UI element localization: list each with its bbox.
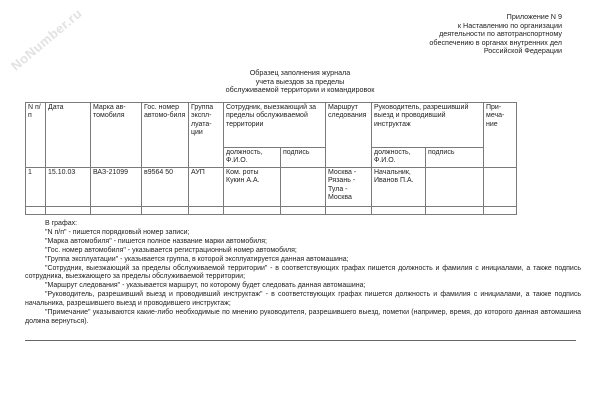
cell-manager-signature: [426, 206, 484, 214]
header-num: N п/п: [26, 103, 46, 168]
header-manager-position: должность, Ф.И.О.: [372, 148, 426, 168]
header-employee-signature: подпись: [281, 148, 326, 168]
cell-employee-position: [224, 206, 281, 214]
cell-employee-position: Ком. роты Кукин А.А.: [224, 167, 281, 206]
appendix-line: к Наставлению по организации: [457, 20, 562, 30]
header-group: Группа экспл-луата-ции: [189, 103, 224, 168]
cell-num: 1: [26, 167, 46, 206]
title-line: обслуживаемой территории и командировок: [225, 85, 375, 95]
table-row: [26, 206, 517, 214]
cell-employee-signature: [281, 167, 326, 206]
cell-route: [326, 206, 372, 214]
cell-group: [189, 206, 224, 214]
cell-manager-position: Начальник, Иванов П.А.: [372, 167, 426, 206]
header-note: При-меча-ние: [484, 103, 517, 168]
appendix-header: [429, 13, 562, 56]
cell-car-brand: [91, 206, 142, 214]
table-row: [26, 167, 517, 206]
title-line: Образец заполнения журнала: [249, 68, 351, 77]
header-route: Маршрут следования: [326, 103, 372, 168]
cell-num: [26, 206, 46, 214]
cell-route: Москва - Рязань - Тула - Москва: [326, 167, 372, 206]
cell-car-brand: ВАЗ-21099: [91, 167, 142, 206]
note-item: "N п/п" - пишется порядковый номер записи;: [45, 228, 190, 236]
notes-intro: В графах:: [45, 220, 78, 227]
cell-note: [484, 206, 517, 214]
cell-plate: [142, 206, 189, 214]
cell-group: АУП: [189, 167, 224, 206]
note-item: "Руководитель, разрешивший выезд и проводивший инструктаж" - в соответствующих графах пишется должность и фамилия с инициалами, а также подпись начальника, разрешившего выезд и проводившего инструктаж;: [25, 291, 581, 308]
header-car-brand: Марка ав-томобиля: [91, 103, 142, 168]
appendix-line: деятельности по автотранспортному: [439, 29, 562, 39]
header-date: Дата: [46, 103, 91, 168]
cell-date: [46, 206, 91, 214]
header-manager: Руководитель, разрешивший выезд и проводивший инструктаж: [372, 103, 484, 148]
appendix-line: Приложение N 9: [506, 12, 562, 21]
appendix-line: Российской Федерации: [483, 46, 562, 56]
cell-date: 15.10.03: [46, 167, 91, 206]
cell-manager-signature: [426, 167, 484, 206]
cell-employee-signature: [281, 206, 326, 214]
appendix-line: обеспечению в органах внутренних дел: [429, 37, 562, 47]
header-plate: Гос. номер автомо-биля: [142, 103, 189, 168]
note-item: "Сотрудник, выезжающий за пределы обслуживаемой территории" - в соответствующих графах пишется должность и фамилия с инициалами, а также подпись сотрудника, выезжающего за пределы обслуживаемой территории;: [25, 264, 581, 281]
watermark: NoNumber.ru: [8, 5, 85, 74]
notes-section: [25, 220, 581, 327]
header-employee-position: должность, Ф.И.О.: [224, 148, 281, 168]
document-title: [0, 69, 600, 95]
cell-manager-position: [372, 206, 426, 214]
note-item: "Группа эксплуатации" - указывается группа, в которой эксплуатируется данная автомашина;: [45, 255, 349, 263]
cell-note: [484, 167, 517, 206]
note-item: "Гос. номер автомобиля" - указывается регистрационный номер автомобиля;: [45, 246, 297, 254]
note-item: "Маршрут следования" - указывается маршрут, по которому будет следовать данная автомашина;: [45, 282, 366, 290]
journal-table: [25, 102, 517, 215]
header-employee: Сотрудник, выезжающий за пределы обслуживаемой территории: [224, 103, 326, 148]
cell-plate: в9564 50: [142, 167, 189, 206]
header-manager-signature: подпись: [426, 148, 484, 168]
horizontal-rule: [25, 340, 576, 341]
title-line: учета выездов за пределы: [255, 76, 345, 86]
note-item: "Марка автомобиля" - пишется полное название марки автомобиля;: [45, 237, 267, 245]
note-item: "Примечание" указываются какие-либо необходимые по мнению руководителя, разрешившего выезд, пометки (например, время, до которого данная автомашина должна вернуться).: [25, 309, 581, 325]
